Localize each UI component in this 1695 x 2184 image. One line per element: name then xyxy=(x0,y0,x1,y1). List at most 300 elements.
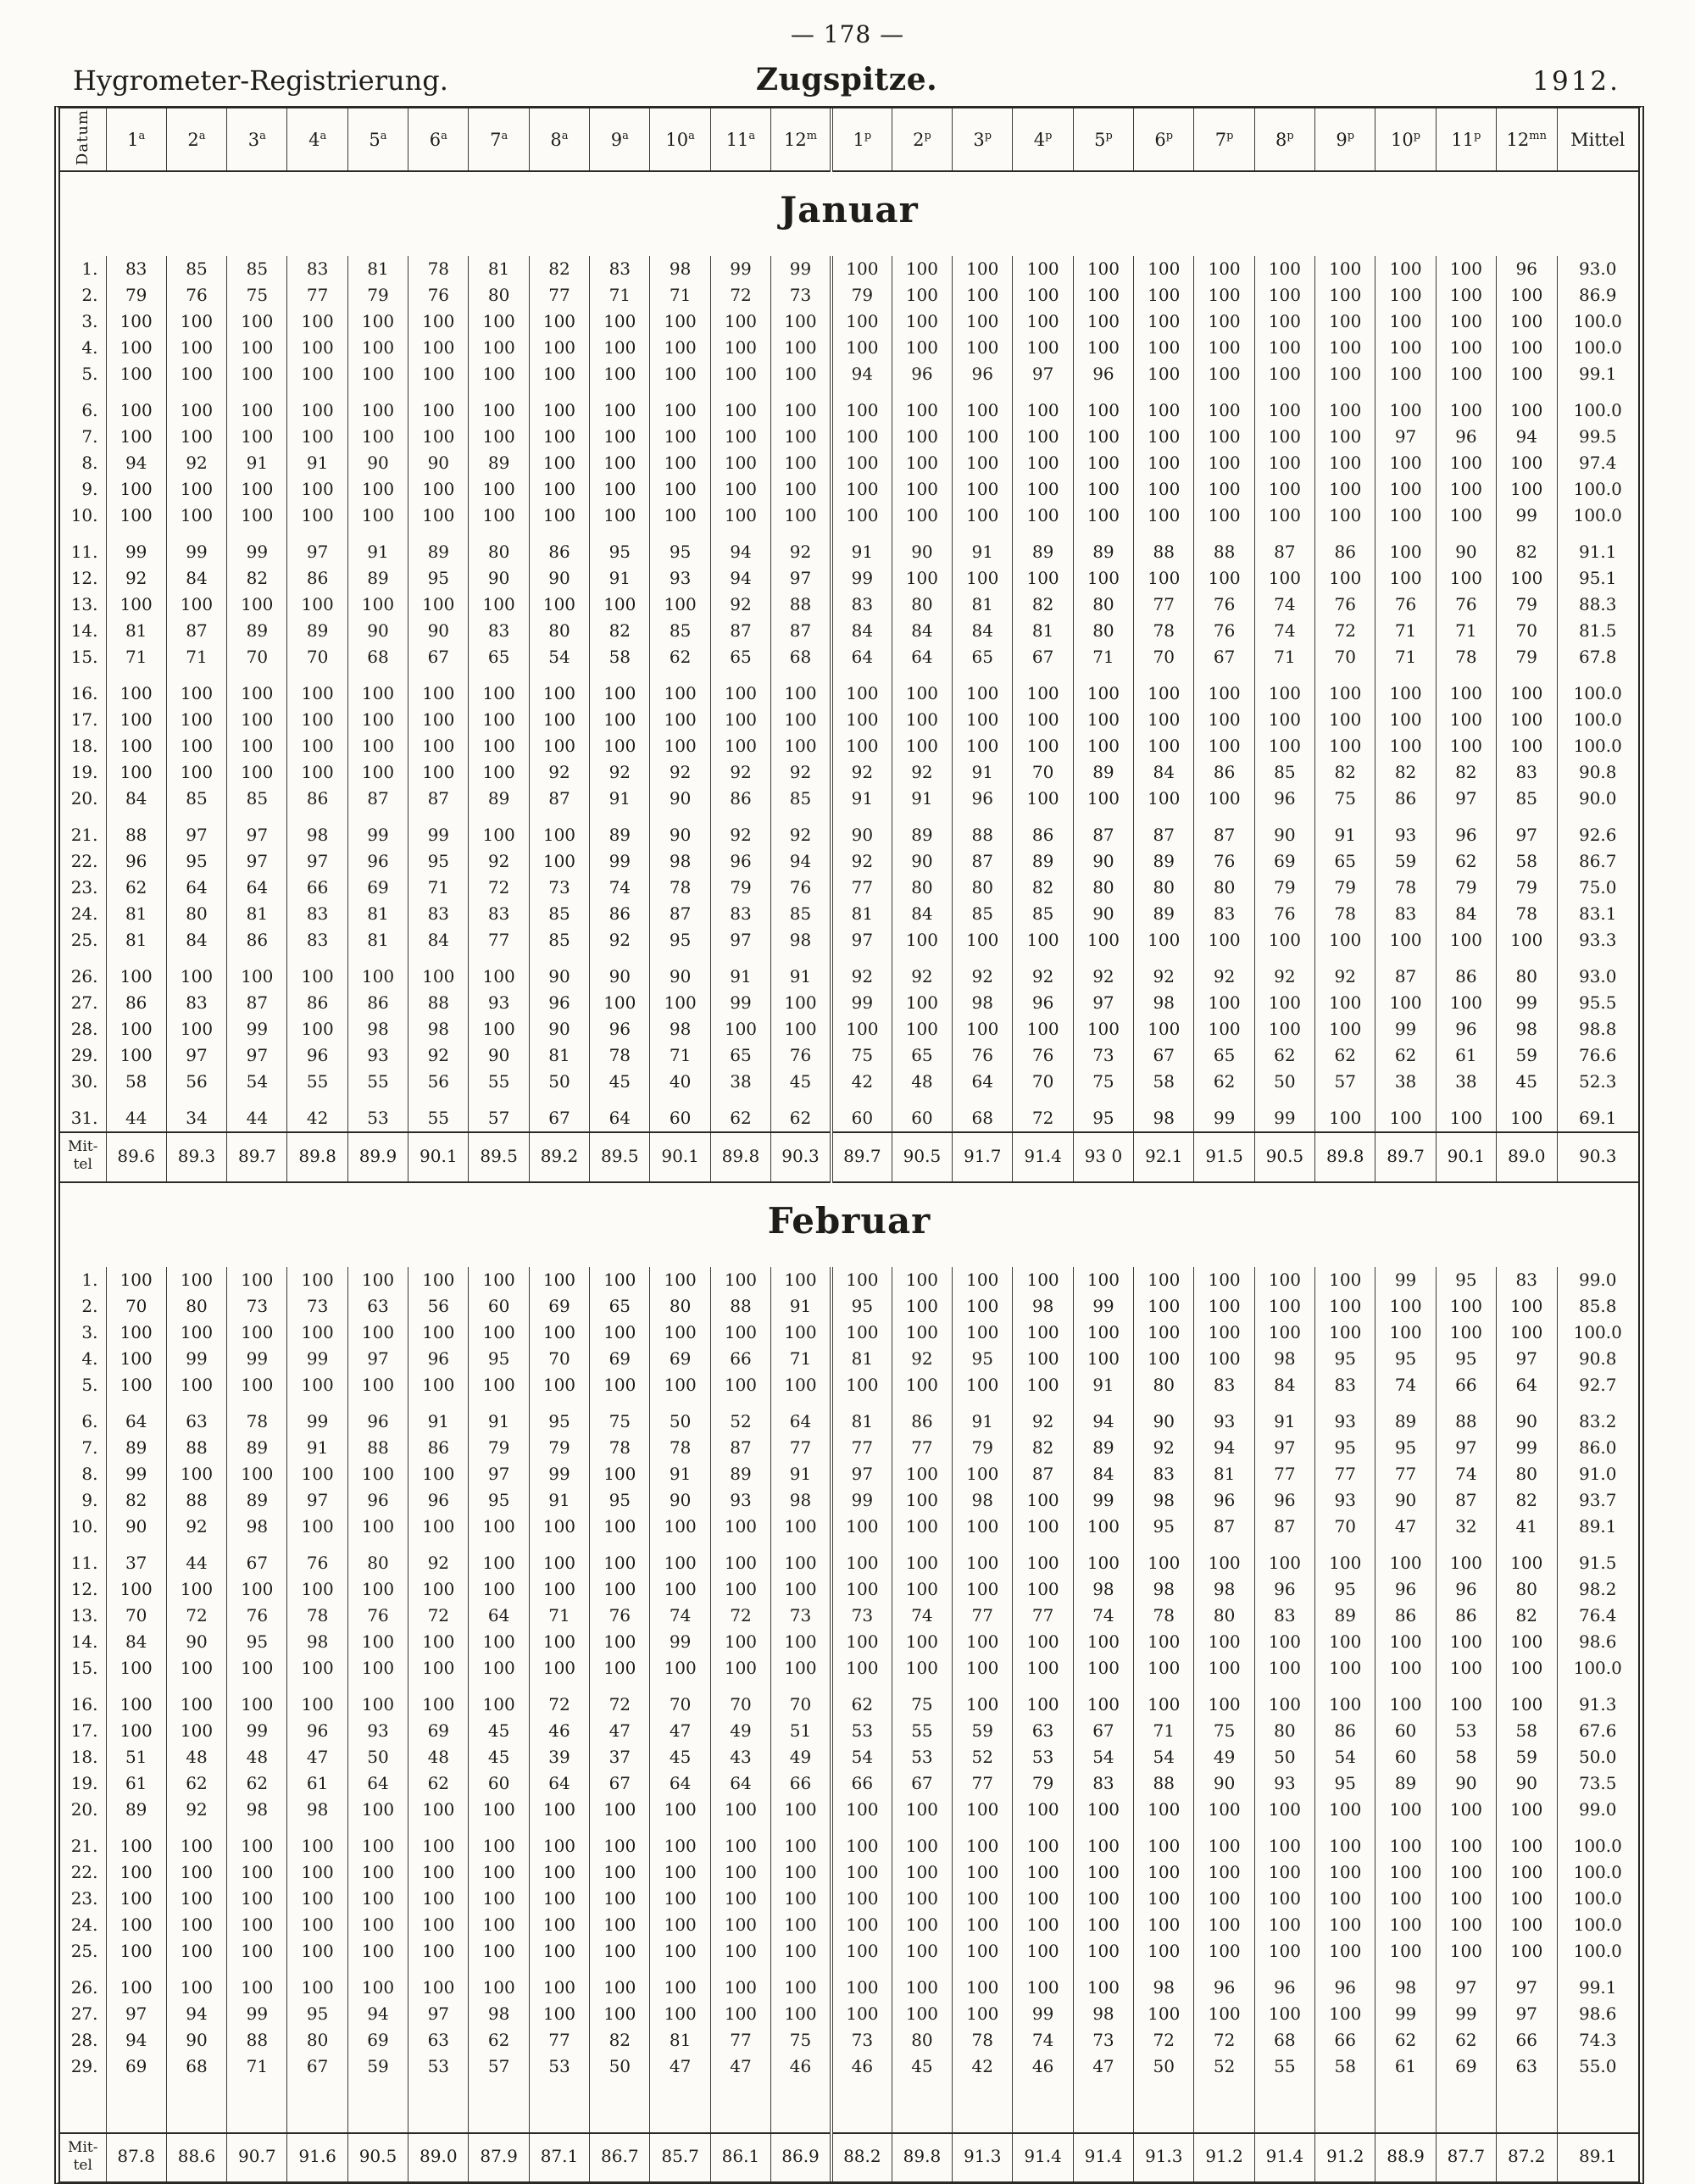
value-cell: 87 xyxy=(1436,1487,1496,1514)
value-cell: 100 xyxy=(287,1938,347,1964)
value-cell: 100 xyxy=(1013,1629,1073,1655)
row-mittel-cell: 98.2 xyxy=(1557,1576,1638,1603)
value-cell: 86 xyxy=(1436,1603,1496,1629)
value-cell: 100 xyxy=(590,670,650,707)
value-cell: 100 xyxy=(953,927,1013,953)
value-cell: 100 xyxy=(953,476,1013,503)
value-cell: 100 xyxy=(771,387,831,424)
table-row xyxy=(60,990,1638,1016)
value-cell: 61 xyxy=(106,1770,166,1797)
value-cell: 73 xyxy=(529,875,589,901)
value-cell: 100 xyxy=(287,759,347,786)
value-cell: 92 xyxy=(650,759,710,786)
date-cell: 23. xyxy=(70,877,98,898)
date-cell: 29. xyxy=(70,2055,98,2076)
date-cell: 25. xyxy=(70,930,98,951)
value-cell: 100 xyxy=(590,335,650,361)
table-row xyxy=(60,1320,1638,1346)
value-cell: 92 xyxy=(1013,953,1073,990)
value-cell: 100 xyxy=(1013,1016,1073,1042)
value-cell: 70 xyxy=(1013,759,1073,786)
value-cell: 69 xyxy=(347,875,408,901)
value-cell: 100 xyxy=(166,308,226,335)
value-cell: 100 xyxy=(106,476,166,503)
value-cell: 100 xyxy=(590,1461,650,1487)
value-cell: 100 xyxy=(166,1823,226,1859)
mittel-value-cell: 89.7 xyxy=(831,1132,892,1182)
value-cell: 100 xyxy=(1134,387,1194,424)
value-cell: 100 xyxy=(1375,387,1436,424)
value-cell: 84 xyxy=(408,927,469,953)
value-cell: 83 xyxy=(287,256,347,282)
hour-header-sup: a xyxy=(259,129,266,142)
value-cell: 100 xyxy=(1254,1016,1314,1042)
value-cell: 100 xyxy=(287,1655,347,1681)
value-cell: 100 xyxy=(1315,1267,1375,1293)
date-cell: 8. xyxy=(81,1463,98,1484)
value-cell: 90 xyxy=(1497,1770,1557,1797)
value-cell: 100 xyxy=(529,1267,589,1293)
value-cell: 100 xyxy=(347,1681,408,1718)
value-cell: 100 xyxy=(831,503,892,529)
mittel-value-cell: 87.8 xyxy=(106,2133,166,2182)
value-cell: 99 xyxy=(1497,990,1557,1016)
value-cell: 84 xyxy=(892,618,952,644)
value-cell: 90 xyxy=(650,786,710,812)
value-cell: 95 xyxy=(1315,1576,1375,1603)
value-cell: 96 xyxy=(287,1718,347,1744)
value-cell: 63 xyxy=(1013,1718,1073,1744)
value-cell: 71 xyxy=(771,1346,831,1372)
value-cell: 99 xyxy=(1375,2001,1436,2027)
date-cell: 14. xyxy=(70,1631,98,1652)
value-cell: 100 xyxy=(1194,450,1254,476)
table-row xyxy=(60,1912,1638,1938)
value-cell: 100 xyxy=(529,812,589,848)
value-cell: 71 xyxy=(590,282,650,308)
value-cell: 100 xyxy=(831,335,892,361)
value-cell: 91 xyxy=(529,1487,589,1514)
value-cell: 100 xyxy=(1254,990,1314,1016)
hour-header-base: 6 xyxy=(429,129,442,150)
value-cell: 76 xyxy=(771,1042,831,1069)
value-cell: 77 xyxy=(469,927,529,953)
value-cell: 100 xyxy=(1194,335,1254,361)
value-cell: 66 xyxy=(1436,1372,1496,1398)
value-cell: 100 xyxy=(590,1938,650,1964)
value-cell: 65 xyxy=(469,644,529,670)
value-cell: 100 xyxy=(771,1320,831,1346)
date-cell: 1. xyxy=(81,1269,98,1290)
value-cell: 92 xyxy=(710,592,770,618)
value-cell: 91 xyxy=(1254,1398,1314,1435)
value-cell: 96 xyxy=(1254,1487,1314,1514)
value-cell: 62 xyxy=(710,1095,770,1132)
value-cell: 100 xyxy=(1436,387,1496,424)
value-cell: 37 xyxy=(590,1744,650,1770)
spacer-cell xyxy=(166,2080,226,2133)
value-cell: 100 xyxy=(1134,1823,1194,1859)
value-cell: 96 xyxy=(953,786,1013,812)
value-cell: 76 xyxy=(590,1603,650,1629)
value-cell: 97 xyxy=(1436,1435,1496,1461)
value-cell: 87 xyxy=(408,786,469,812)
value-cell: 90 xyxy=(1073,901,1133,927)
table-row xyxy=(60,1964,1638,2001)
value-cell: 100 xyxy=(831,1629,892,1655)
value-cell: 85 xyxy=(771,786,831,812)
date-cell: 13. xyxy=(70,594,98,615)
value-cell: 86 xyxy=(287,565,347,592)
value-cell: 97 xyxy=(166,812,226,848)
value-cell: 86 xyxy=(1436,953,1496,990)
value-cell: 78 xyxy=(1497,901,1557,927)
date-cell: 9. xyxy=(81,1489,98,1510)
value-cell: 100 xyxy=(1134,1912,1194,1938)
value-cell: 64 xyxy=(469,1603,529,1629)
value-cell: 100 xyxy=(1194,1886,1254,1912)
value-cell: 100 xyxy=(710,503,770,529)
value-cell: 100 xyxy=(831,1938,892,1964)
spacer-cell xyxy=(1375,2080,1436,2133)
value-cell: 100 xyxy=(1436,335,1496,361)
value-cell: 38 xyxy=(710,1069,770,1095)
value-cell: 94 xyxy=(1073,1398,1133,1435)
value-cell: 71 xyxy=(650,1042,710,1069)
row-mittel-cell: 100.0 xyxy=(1557,1823,1638,1859)
value-cell: 100 xyxy=(590,1823,650,1859)
value-cell: 97 xyxy=(287,529,347,565)
date-cell: 13. xyxy=(70,1604,98,1625)
date-cell: 26. xyxy=(70,966,98,987)
value-cell: 100 xyxy=(408,361,469,387)
value-cell: 71 xyxy=(106,644,166,670)
value-cell: 77 xyxy=(1375,1461,1436,1487)
value-cell: 100 xyxy=(710,387,770,424)
value-cell: 65 xyxy=(710,644,770,670)
value-cell: 100 xyxy=(1315,335,1375,361)
value-cell: 100 xyxy=(710,1823,770,1859)
mittel-row-label xyxy=(60,1132,106,1182)
value-cell: 100 xyxy=(1375,282,1436,308)
date-cell: 7. xyxy=(81,1437,98,1458)
value-cell: 80 xyxy=(1497,1576,1557,1603)
value-cell: 90 xyxy=(408,450,469,476)
value-cell: 57 xyxy=(1315,1069,1375,1095)
value-cell: 100 xyxy=(347,1823,408,1859)
spacer-cell xyxy=(1436,2080,1496,2133)
value-cell: 100 xyxy=(590,1912,650,1938)
value-cell: 85 xyxy=(529,927,589,953)
value-cell: 53 xyxy=(1436,1718,1496,1744)
row-mittel-cell: 100.0 xyxy=(1557,308,1638,335)
value-cell: 100 xyxy=(590,1576,650,1603)
value-cell: 100 xyxy=(529,1964,589,2001)
value-cell: 100 xyxy=(347,1461,408,1487)
value-cell: 77 xyxy=(287,282,347,308)
value-cell: 64 xyxy=(347,1770,408,1797)
value-cell: 100 xyxy=(1013,1797,1073,1823)
value-cell: 100 xyxy=(1073,1797,1133,1823)
value-cell: 100 xyxy=(347,1964,408,2001)
value-cell: 99 xyxy=(166,1346,226,1372)
value-cell: 92 xyxy=(166,450,226,476)
value-cell: 100 xyxy=(1315,1823,1375,1859)
value-cell: 83 xyxy=(287,927,347,953)
value-cell: 71 xyxy=(166,644,226,670)
value-cell: 100 xyxy=(1194,361,1254,387)
value-cell: 100 xyxy=(1497,1912,1557,1938)
value-cell: 100 xyxy=(892,1461,952,1487)
value-cell: 100 xyxy=(953,1629,1013,1655)
value-cell: 62 xyxy=(1375,1042,1436,1069)
table-row xyxy=(60,812,1638,848)
value-cell: 100 xyxy=(408,1267,469,1293)
table-row xyxy=(60,1938,1638,1964)
hour-header-sup: p xyxy=(924,129,931,142)
value-cell: 100 xyxy=(227,670,287,707)
value-cell: 92 xyxy=(1134,953,1194,990)
value-cell: 96 xyxy=(1315,1964,1375,2001)
hour-header-sup: p xyxy=(984,129,992,142)
value-cell: 100 xyxy=(1134,733,1194,759)
value-cell: 73 xyxy=(227,1293,287,1320)
value-cell: 100 xyxy=(831,387,892,424)
value-cell: 100 xyxy=(771,1372,831,1398)
location-title: Zugspitze. xyxy=(755,62,938,97)
table-row xyxy=(60,1718,1638,1744)
value-cell: 100 xyxy=(1436,733,1496,759)
value-cell: 100 xyxy=(347,1655,408,1681)
value-cell: 100 xyxy=(1194,1938,1254,1964)
hour-header xyxy=(347,108,408,171)
value-cell: 99 xyxy=(1375,1016,1436,1042)
value-cell: 94 xyxy=(1497,424,1557,450)
value-cell: 88 xyxy=(1436,1398,1496,1435)
value-cell: 100 xyxy=(590,1964,650,2001)
value-cell: 47 xyxy=(1073,2053,1133,2080)
value-cell: 100 xyxy=(227,1372,287,1398)
spacer-cell xyxy=(590,2080,650,2133)
date-cell: 4. xyxy=(81,1348,98,1369)
mittel-value-cell: 87.1 xyxy=(529,2133,589,2182)
value-cell: 80 xyxy=(166,901,226,927)
value-cell: 100 xyxy=(287,953,347,990)
value-cell: 70 xyxy=(106,1603,166,1629)
value-cell: 90 xyxy=(408,618,469,644)
date-cell: 6. xyxy=(81,400,98,421)
value-cell: 100 xyxy=(287,1912,347,1938)
value-cell: 100 xyxy=(529,670,589,707)
value-cell: 100 xyxy=(892,1487,952,1514)
value-cell: 100 xyxy=(1194,1346,1254,1372)
date-cell: 15. xyxy=(70,1657,98,1678)
value-cell: 77 xyxy=(953,1603,1013,1629)
value-cell: 76 xyxy=(287,1540,347,1576)
hour-header xyxy=(590,108,650,171)
value-cell: 75 xyxy=(771,2027,831,2053)
month-title-row xyxy=(60,171,1638,256)
value-cell: 84 xyxy=(166,565,226,592)
value-cell: 100 xyxy=(529,707,589,733)
value-cell: 100 xyxy=(1073,565,1133,592)
value-cell: 100 xyxy=(529,387,589,424)
value-cell: 100 xyxy=(1497,1095,1557,1132)
value-cell: 100 xyxy=(166,1267,226,1293)
value-cell: 100 xyxy=(650,1964,710,2001)
value-cell: 100 xyxy=(892,450,952,476)
data-table xyxy=(60,108,1638,2181)
row-mittel-cell: 90.0 xyxy=(1557,786,1638,812)
value-cell: 100 xyxy=(1254,387,1314,424)
value-cell: 90 xyxy=(347,450,408,476)
date-cell: 12. xyxy=(70,1578,98,1599)
hour-header-sup: a xyxy=(561,129,569,142)
date-cell: 22. xyxy=(70,1861,98,1882)
value-cell: 97 xyxy=(347,1346,408,1372)
value-cell: 76 xyxy=(408,282,469,308)
value-cell: 80 xyxy=(892,875,952,901)
table-row xyxy=(60,1095,1638,1132)
value-cell: 100 xyxy=(1254,256,1314,282)
value-cell: 100 xyxy=(1194,1629,1254,1655)
value-cell: 100 xyxy=(650,1372,710,1398)
value-cell: 100 xyxy=(1375,1823,1436,1859)
page-number: — 178 — xyxy=(790,20,905,48)
value-cell: 100 xyxy=(831,1655,892,1681)
value-cell: 92 xyxy=(953,953,1013,990)
value-cell: 100 xyxy=(1194,1823,1254,1859)
date-cell: 5. xyxy=(81,1374,98,1395)
table-row xyxy=(60,2027,1638,2053)
table-row xyxy=(60,707,1638,733)
value-cell: 53 xyxy=(529,2053,589,2080)
value-cell: 83 xyxy=(408,901,469,927)
value-cell: 100 xyxy=(469,424,529,450)
value-cell: 100 xyxy=(1134,1655,1194,1681)
value-cell: 72 xyxy=(590,1681,650,1718)
spacer-cell xyxy=(650,2080,710,2133)
value-cell: 100 xyxy=(1375,1293,1436,1320)
value-cell: 74 xyxy=(1254,618,1314,644)
value-cell: 48 xyxy=(408,1744,469,1770)
value-cell: 82 xyxy=(1497,1487,1557,1514)
hour-header-base: 7 xyxy=(490,129,502,150)
date-cell: 10. xyxy=(70,505,98,526)
value-cell: 100 xyxy=(831,1372,892,1398)
mittel-value-cell: 91.4 xyxy=(1013,1132,1073,1182)
value-cell: 100 xyxy=(287,733,347,759)
value-cell: 89 xyxy=(227,618,287,644)
value-cell: 100 xyxy=(650,335,710,361)
value-cell: 100 xyxy=(831,1267,892,1293)
value-cell: 80 xyxy=(469,529,529,565)
value-cell: 82 xyxy=(1013,1435,1073,1461)
value-cell: 100 xyxy=(1254,927,1314,953)
table-row xyxy=(60,618,1638,644)
value-cell: 86 xyxy=(408,1435,469,1461)
mittel-value-cell: 87.2 xyxy=(1497,2133,1557,2182)
value-cell: 89 xyxy=(469,786,529,812)
value-cell: 100 xyxy=(287,1320,347,1346)
value-cell: 100 xyxy=(1375,1859,1436,1886)
value-cell: 100 xyxy=(347,759,408,786)
value-cell: 100 xyxy=(953,1576,1013,1603)
value-cell: 95 xyxy=(1134,1514,1194,1540)
value-cell: 96 xyxy=(408,1487,469,1514)
value-cell: 89 xyxy=(1315,1603,1375,1629)
value-cell: 91 xyxy=(771,953,831,990)
value-cell: 98 xyxy=(650,1016,710,1042)
value-cell: 100 xyxy=(166,953,226,990)
table-row xyxy=(60,1435,1638,1461)
value-cell: 76 xyxy=(227,1603,287,1629)
value-cell: 95 xyxy=(831,1293,892,1320)
value-cell: 72 xyxy=(1134,2027,1194,2053)
value-cell: 69 xyxy=(590,1346,650,1372)
value-cell: 100 xyxy=(408,1576,469,1603)
value-cell: 99 xyxy=(831,990,892,1016)
row-mittel-cell: 99.1 xyxy=(1557,1964,1638,2001)
row-mittel-cell: 74.3 xyxy=(1557,2027,1638,2053)
value-cell: 98 xyxy=(1134,1964,1194,2001)
value-cell: 100 xyxy=(469,476,529,503)
value-cell: 95 xyxy=(1436,1346,1496,1372)
value-cell: 86 xyxy=(1315,529,1375,565)
value-cell: 84 xyxy=(166,927,226,953)
value-cell: 100 xyxy=(771,1823,831,1859)
value-cell: 87 xyxy=(710,618,770,644)
value-cell: 99 xyxy=(1194,1095,1254,1132)
value-cell: 92 xyxy=(529,759,589,786)
value-cell: 98 xyxy=(347,1016,408,1042)
value-cell: 100 xyxy=(1375,1540,1436,1576)
row-mittel-cell: 95.5 xyxy=(1557,990,1638,1016)
value-cell: 78 xyxy=(1134,1603,1194,1629)
month-mittel-row xyxy=(60,2133,1638,2182)
hour-header xyxy=(892,108,952,171)
value-cell: 99 xyxy=(287,1398,347,1435)
value-cell: 81 xyxy=(831,901,892,927)
value-cell: 98 xyxy=(771,1487,831,1514)
value-cell: 68 xyxy=(1254,2027,1314,2053)
hour-header xyxy=(1134,108,1194,171)
value-cell: 100 xyxy=(469,1372,529,1398)
hour-header-sup: p xyxy=(864,129,872,142)
date-cell: 3. xyxy=(81,311,98,332)
value-cell: 46 xyxy=(831,2053,892,2080)
value-cell: 100 xyxy=(1497,361,1557,387)
value-cell: 100 xyxy=(892,1823,952,1859)
value-cell: 79 xyxy=(1315,875,1375,901)
value-cell: 100 xyxy=(1134,282,1194,308)
value-cell: 52 xyxy=(1194,2053,1254,2080)
value-cell: 100 xyxy=(1013,1346,1073,1372)
value-cell: 95 xyxy=(1073,1095,1133,1132)
value-cell: 89 xyxy=(892,812,952,848)
value-cell: 97 xyxy=(1436,1964,1496,2001)
value-cell: 100 xyxy=(166,1681,226,1718)
value-cell: 100 xyxy=(227,476,287,503)
value-cell: 100 xyxy=(1254,335,1314,361)
value-cell: 96 xyxy=(347,848,408,875)
value-cell: 100 xyxy=(227,424,287,450)
value-cell: 99 xyxy=(227,1346,287,1372)
value-cell: 100 xyxy=(1013,1886,1073,1912)
mittel-value-cell: 91.3 xyxy=(1134,2133,1194,2182)
value-cell: 100 xyxy=(287,335,347,361)
value-cell: 100 xyxy=(1013,335,1073,361)
